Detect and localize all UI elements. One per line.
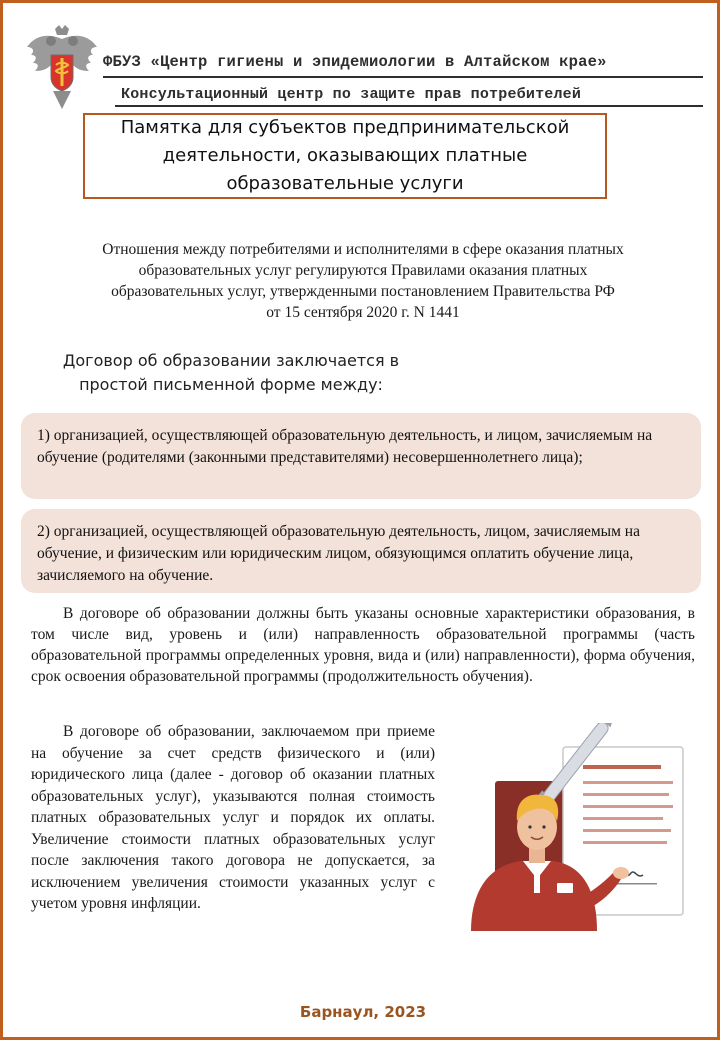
consultation-center-name: Консультационный центр по защите прав потребителей <box>121 86 582 103</box>
intro-line: образовательных услуг, утвержденными постановлением Правительства РФ <box>111 283 615 300</box>
footer-city-year: Барнаул, 2023 <box>299 1003 427 1021</box>
intro-line: образовательных услуг регулируются Правилами оказания платных <box>138 262 588 279</box>
contract-heading-line: простой письменной форме между: <box>79 375 383 394</box>
intro-line: Отношения между потребителями и исполнителями в сфере оказания платных <box>102 241 624 258</box>
contract-party-item-1: 1) организацией, осуществляющей образовательную деятельность, и лицом, зачисляемым на обучение (родителями (законными представителями) несовершеннолетнего лица); <box>21 413 701 499</box>
contract-heading-line: Договор об образовании заключается в <box>62 351 400 370</box>
paid-services-paragraph: В договоре об образовании, заключаемом при приеме на обучение за счет средств физического и (или) юридического лица (далее - договор об оказании платных образовательных услуг), указываются полная стоимость платных образовательных услуг и порядок их оплаты. Увеличение стоимости платных образовательных услуг после заключения такого договора не допускается, за исключением увеличения стоимости указанных услуг с учетом уровня инфляции. <box>31 723 435 912</box>
contract-party-item-2: 2) организацией, осуществляющей образовательную деятельность, лицом, зачисляемым на обучение, и физическим или юридическим лицом, обязующимся оплатить обучение лица, зачисляемого на обучение. <box>21 509 701 593</box>
double-headed-eagle-emblem-icon <box>23 25 101 111</box>
man-signing-document-illustration <box>465 723 699 931</box>
title-line: Памятка для субъектов предпринимательской <box>120 117 570 138</box>
title-line: образовательные услуги <box>226 173 464 194</box>
header-divider <box>103 76 703 78</box>
page-title <box>121 114 570 198</box>
intro-line: от 15 сентября 2020 г. N 1441 <box>266 304 460 321</box>
contract-heading <box>31 349 431 397</box>
organization-name: ФБУЗ «Центр гигиены и эпидемиологии в Алтайском крае» <box>103 53 607 71</box>
title-box <box>83 113 607 199</box>
intro-paragraph <box>43 239 683 323</box>
subheader-divider <box>115 105 703 107</box>
contract-characteristics-paragraph: В договоре об образовании должны быть указаны основные характеристики образования, в том числе вид, уровень и (или) направленность образовательной программы (часть образовательной программы определенных уровня, вида и (или) направленности), форма обучения, срок освоения образовательной программы (продолжительность обучения). <box>31 605 695 685</box>
title-line: деятельности, оказывающих платные <box>162 145 528 166</box>
